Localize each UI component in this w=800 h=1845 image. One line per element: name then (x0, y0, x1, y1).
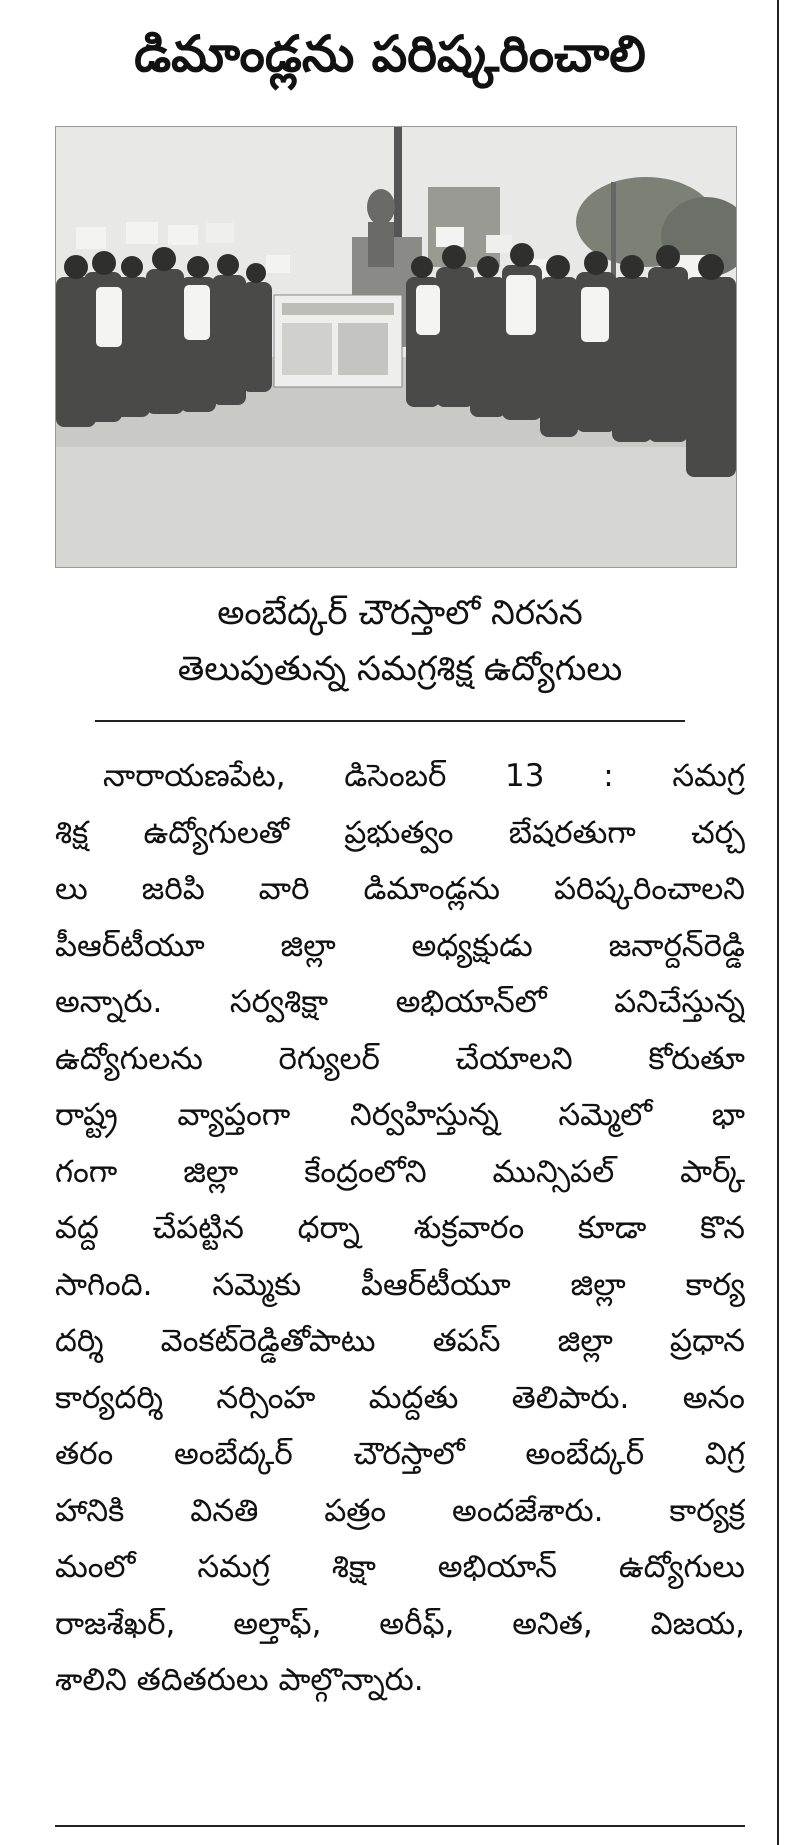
article-line: దర్శి వెంకట్‌రెడ్డితోపాటు తపస్ జిల్లా ప్రధాన (55, 1323, 745, 1359)
article-line: కార్యదర్శి నర్సింహ మద్దతు తెలిపారు. అనం (55, 1379, 745, 1416)
article-line: లు జరిపి వారి డిమాండ్లను పరిష్కరించాలని (55, 871, 745, 907)
article-line: రాజశేఖర్, అల్తాఫ్, అరీఫ్, అనిత, విజయ, (55, 1605, 745, 1642)
article-line: నారాయణపేట, డిసెంబర్ 13 : సమగ్ర (103, 758, 745, 794)
article-line: శిక్ష ఉద్యోగులతో ప్రభుత్వం బేషరతుగా చర్చ (55, 814, 745, 851)
article-body (55, 748, 745, 1709)
article-line: శాలిని తదితరులు పాల్గొన్నారు. (55, 1662, 424, 1698)
protest-photo (55, 126, 737, 568)
column-divider (777, 0, 779, 1845)
caption-line: తెలుపుతున్న సమగ్రశిక్ష ఉద్యోగులు (177, 649, 623, 689)
article-line: సాగింది. సమ్మెకు పీఆర్‌టీయూ జిల్లా కార్య (55, 1266, 745, 1303)
article-line: మంలో సమగ్ర శిక్షా అభియాన్ ఉద్యోగులు (55, 1549, 745, 1585)
article-line: వద్ద చేపట్టిన ధర్నా శుక్రవారం కూడా కొన (55, 1210, 745, 1246)
photo-caption (60, 585, 740, 697)
article-line: గంగా జిల్లా కేంద్రంలోని మున్సిపల్ పార్క్ (55, 1153, 745, 1190)
article-line: రాష్ట్ర వ్యాప్తంగా నిర్వహిస్తున్న సమ్మెలో భా (55, 1097, 745, 1133)
headline: డిమాండ్లను పరిష్కరించాలి (134, 25, 646, 83)
article-line: తరం అంబేద్కర్ చౌరస్తాలో అంబేద్కర్ విగ్ర (55, 1436, 745, 1472)
caption-line: అంబేద్కర్ చౌరస్తాలో నిరసన (217, 593, 583, 633)
article-line: ఉద్యోగులను రెగ్యులర్ చేయాలని కోరుతూ (55, 1040, 745, 1077)
caption-divider (95, 720, 685, 722)
article-line: హానికి వినతి పత్రం అందజేశారు. కార్యక్ర (55, 1492, 745, 1529)
bottom-divider (55, 1825, 745, 1827)
article-line: పీఆర్‌టీయూ జిల్లా అధ్యక్షుడు జనార్దన్‌రెడ్డి (55, 927, 745, 964)
article-line: అన్నారు. సర్వశిక్షా అభియాన్‌లో పనిచేస్తున్న (55, 984, 745, 1020)
